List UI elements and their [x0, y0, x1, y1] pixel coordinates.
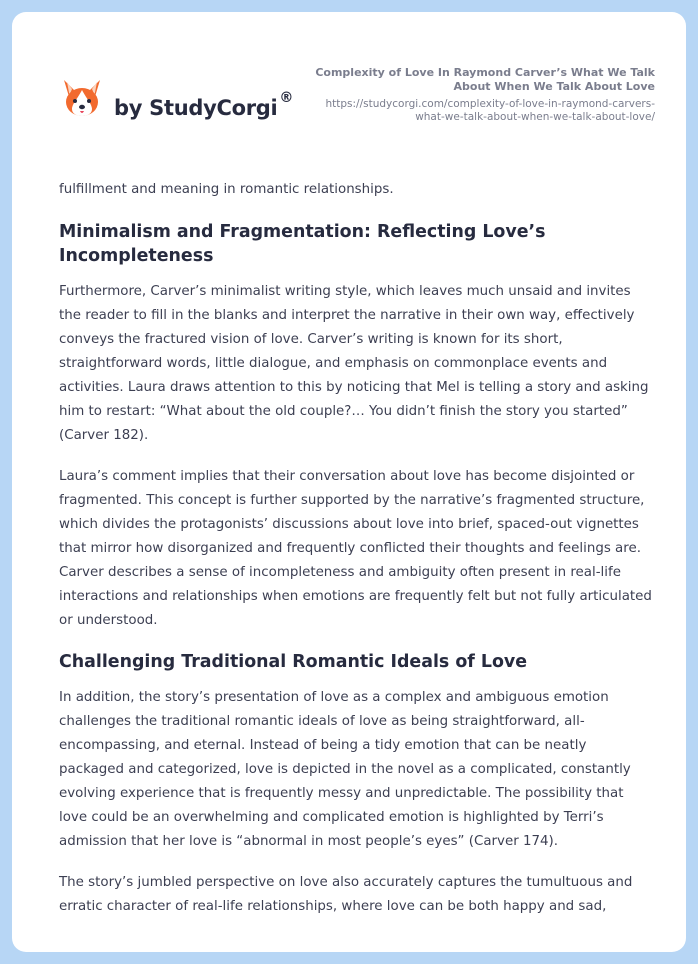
article-body	[59, 178, 655, 936]
paragraph: In addition, the story’s presentation of love as a complex and ambiguous emotion challenges the traditional romantic ideals of love as being straightforward, all-encompassing, and eternal. Instead of being a tidy emotion that can be neatly packaged and categorized, love is depicted in the novel as a complicated, constantly evolving experience that is frequently messy and unpredictable. The possibility that love could be an overwhelming and complicated emotion is highlighted by Terri’s admission that her love is “abnormal in most people’s eyes” (Carver 174).	[59, 690, 631, 849]
brand-name[interactable]: by StudyCorgi ®	[114, 90, 294, 120]
section-heading-romantic-ideals: Challenging Traditional Romantic Ideals of Love	[59, 652, 528, 672]
document-page	[12, 12, 686, 952]
document-reference	[315, 66, 655, 124]
section-heading-minimalism: Minimalism and Fragmentation: Reflecting Love’s Incompleteness	[59, 222, 546, 266]
paragraph: The story’s jumbled perspective on love also accurately captures the tumultuous and erratic character of real-life relationships, where love can be both happy and sad,	[59, 875, 633, 914]
document-url[interactable]: https://studycorgi.com/complexity-of-love-in-raymond-carvers-what-we-talk-about-when-we-talk-about-love/	[325, 98, 655, 123]
paragraph: Furthermore, Carver’s minimalist writing style, which leaves much unsaid and invites the reader to fill in the blanks and interpret the narrative in their own way, effectively conveys the fractured vision of love. Carver’s writing is known for its short, straightforward words, little dialogue, and emphasis on commonplace events and activities. Laura draws attention to this by noticing that Mel is telling a story and asking him to restart: “What about the old couple?… You didn’t finish the story you started” (Carver 182).	[59, 284, 649, 443]
document-title: Complexity of Love In Raymond Carver’s What We Talk About When We Talk About Love	[315, 66, 655, 93]
intro-fragment: fulfillment and meaning in romantic relationships.	[59, 182, 394, 197]
studycorgi-logo[interactable]	[60, 76, 104, 120]
paragraph: Laura’s comment implies that their conversation about love has become disjointed or fragmented. This concept is further supported by the narrative’s fragmented structure, which divides the protagonists’ discussions about love into brief, spaced-out vignettes that mirror how disorganized and frequently conflicted their thoughts and feelings are. Carver describes a sense of incompleteness and ambiguity often present in real-life interactions and relationships when emotions are frequently felt but not fully articulated or understood.	[59, 469, 652, 628]
corgi-icon	[60, 76, 104, 120]
